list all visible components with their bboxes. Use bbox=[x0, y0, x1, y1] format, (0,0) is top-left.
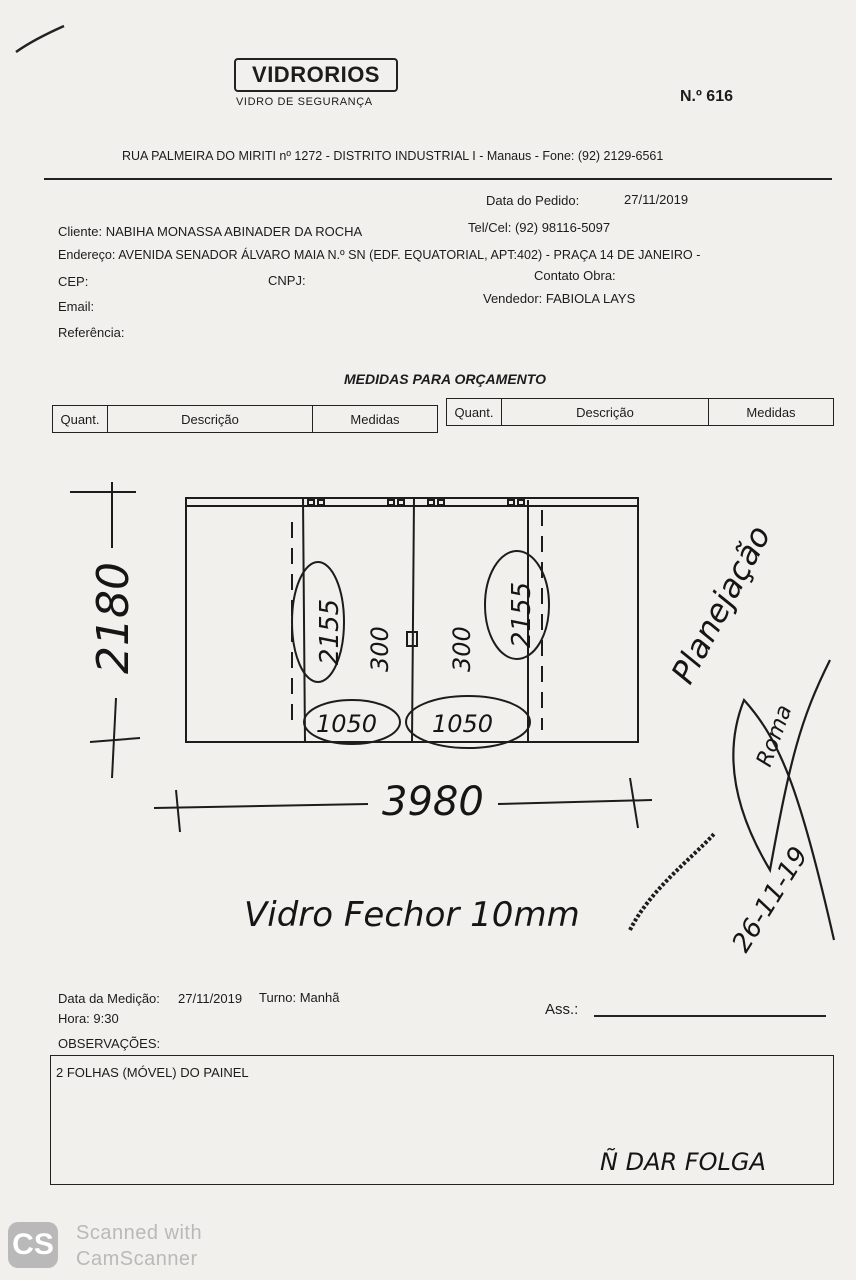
email-label: Email: bbox=[58, 299, 95, 314]
observacoes-text: 2 FOLHAS (MÓVEL) DO PAINEL bbox=[56, 1065, 249, 1080]
glass-note: Vidro Fechor 10mm bbox=[244, 895, 580, 935]
company-tagline: VIDRO DE SEGURANÇA bbox=[236, 96, 373, 108]
signature-date: 26-11-19 bbox=[726, 841, 815, 958]
col-descricao: Descrição bbox=[108, 406, 313, 433]
order-date-label: Data do Pedido: bbox=[486, 193, 580, 208]
contato-obra-label: Contato Obra: bbox=[534, 268, 616, 283]
leaf-width-right: 1050 bbox=[432, 710, 494, 738]
overlap-left: 300 bbox=[366, 626, 394, 672]
ass-label: Ass.: bbox=[545, 1001, 579, 1018]
pen-stroke-mark bbox=[10, 18, 70, 58]
camscanner-logo: CS bbox=[8, 1222, 58, 1268]
width-dim-left bbox=[154, 804, 368, 808]
leaf-width-left: 1050 bbox=[316, 710, 378, 738]
panel-height-left: 2155 bbox=[315, 598, 345, 665]
camscanner-line1: Scanned with bbox=[76, 1222, 203, 1244]
glass-panel-sketch bbox=[0, 460, 856, 980]
col-quant: Quant. bbox=[447, 399, 502, 426]
signature-text: Roma bbox=[752, 701, 798, 771]
width-dim-right bbox=[498, 800, 652, 804]
camscanner-line2: CamScanner bbox=[76, 1248, 198, 1270]
observacoes-handwritten: Ñ DAR FOLGA bbox=[600, 1148, 766, 1176]
client-phone: Tel/Cel: (92) 98116-5097 bbox=[468, 220, 611, 235]
client-address: Endereço: AVENIDA SENADOR ÁLVARO MAIA N.º SN (EDF. EQUATORIAL, APT:402) - PRAÇA 14 DE JANEIRO - bbox=[58, 248, 701, 262]
observacoes-label: OBSERVAÇÕES: bbox=[58, 1036, 161, 1051]
height-dim-bottom bbox=[112, 698, 116, 778]
medicao-hora: Hora: 9:30 bbox=[58, 1011, 119, 1026]
scribble-mark bbox=[630, 834, 714, 930]
camscanner-text bbox=[76, 1220, 202, 1272]
client-name: Cliente: NABIHA MONASSA ABINADER DA ROCHA bbox=[58, 224, 363, 239]
col-medidas: Medidas bbox=[313, 406, 438, 433]
referencia-label: Referência: bbox=[58, 325, 125, 340]
side-note: Planejação bbox=[663, 519, 779, 690]
order-number: N.º 616 bbox=[680, 88, 733, 105]
medicao-date: 27/11/2019 bbox=[178, 991, 243, 1006]
measure-header-left bbox=[52, 405, 438, 433]
company-logo: VIDRORIOS bbox=[234, 58, 398, 92]
col-quant: Quant. bbox=[53, 406, 108, 433]
vendedor: Vendedor: FABIOLA LAYS bbox=[483, 291, 636, 306]
cnpj-label: CNPJ: bbox=[268, 273, 306, 288]
panel-height-right: 2155 bbox=[507, 581, 537, 648]
leaf-divider-2 bbox=[412, 498, 414, 742]
measure-header-right bbox=[446, 398, 834, 426]
height-label: 2180 bbox=[88, 562, 139, 674]
leaf-divider-1 bbox=[303, 498, 305, 742]
col-descricao: Descrição bbox=[502, 399, 709, 426]
medicao-turno: Turno: Manhã bbox=[259, 990, 340, 1005]
overlap-right: 300 bbox=[448, 626, 476, 672]
col-medidas: Medidas bbox=[709, 399, 834, 426]
medicao-label: Data da Medição: bbox=[58, 991, 160, 1006]
section-title: MEDIDAS PARA ORÇAMENTO bbox=[344, 371, 546, 387]
signature-line bbox=[594, 1015, 826, 1017]
header-divider bbox=[44, 178, 832, 180]
cep-label: CEP: bbox=[58, 274, 89, 289]
company-address: RUA PALMEIRA DO MIRITI nº 1272 - DISTRITO INDUSTRIAL I - Manaus - Fone: (92) 2129-6561 bbox=[122, 149, 664, 163]
width-label: 3980 bbox=[382, 779, 484, 825]
order-date-value: 27/11/2019 bbox=[624, 192, 689, 207]
